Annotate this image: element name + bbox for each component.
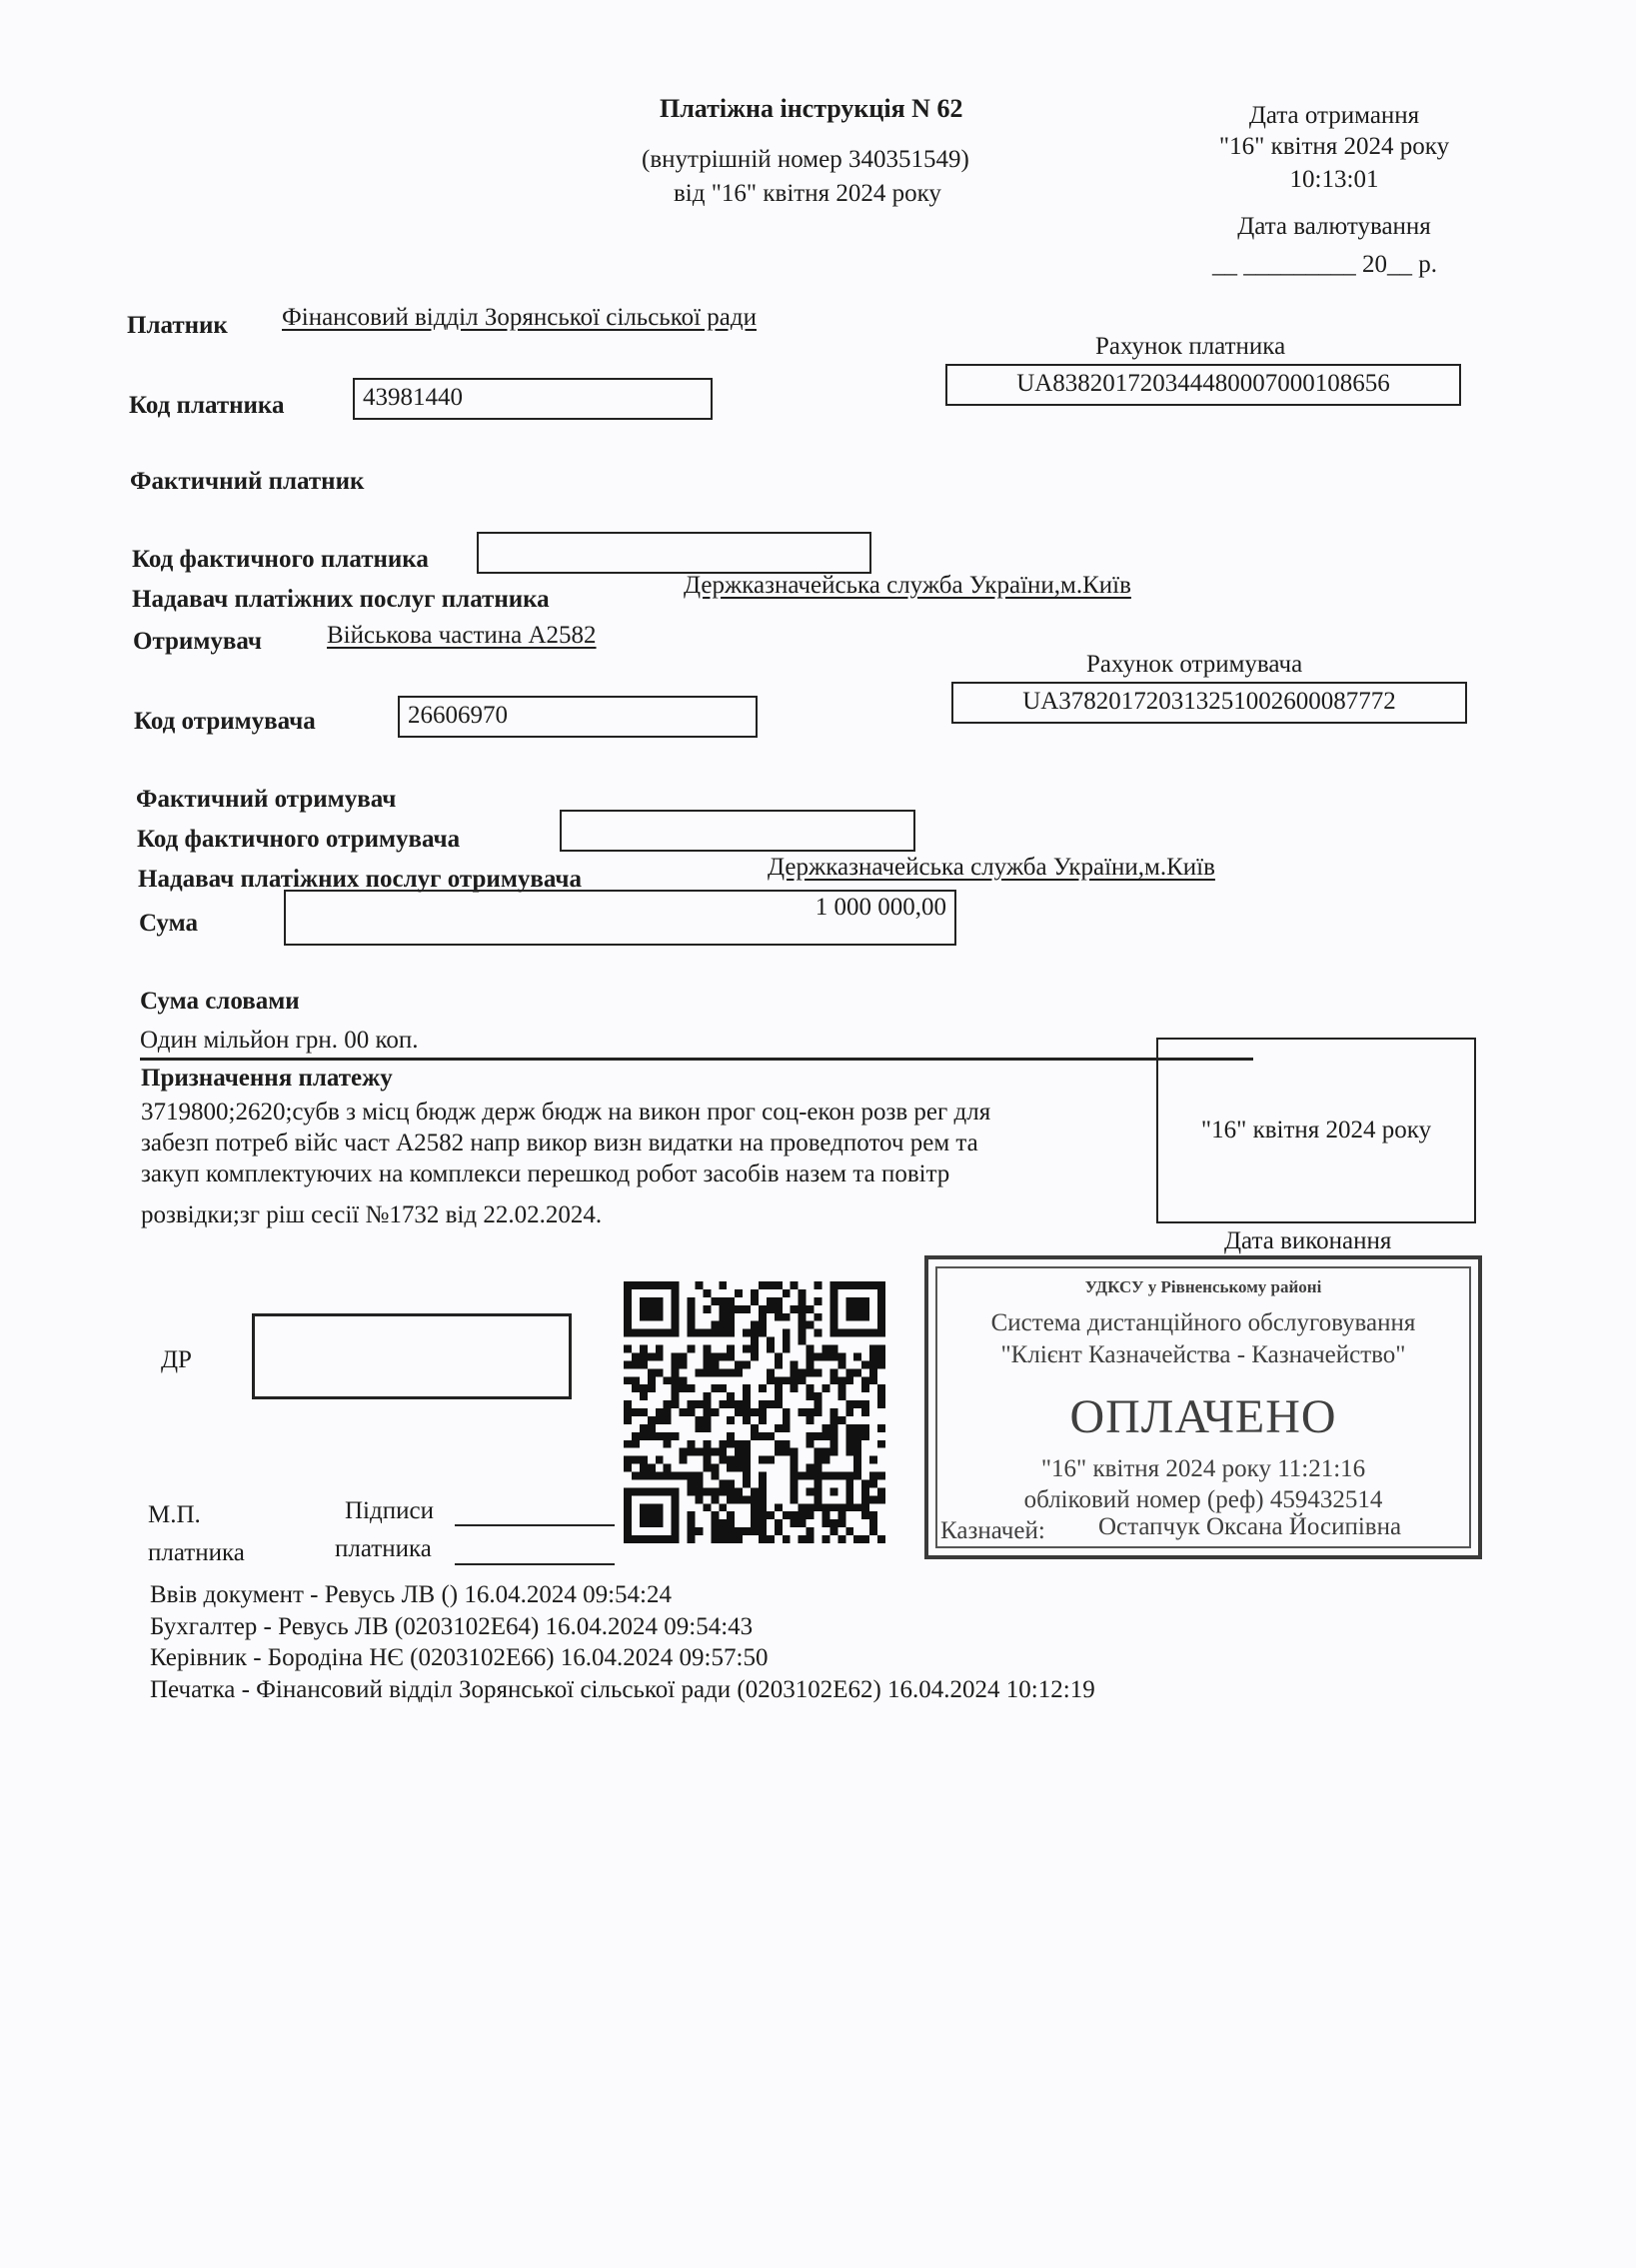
stamp-status: ОПЛАЧЕНО — [1069, 1390, 1337, 1443]
stamp-org: УДКСУ у Рівненському районі — [1084, 1277, 1322, 1296]
execution-date-box — [1156, 1038, 1476, 1223]
value-date-blank: __ _________ 20__ р. — [1212, 251, 1437, 278]
internal-number: (внутрішній номер 340351549) — [642, 146, 969, 173]
amount-field: 1 000 000,00 — [284, 890, 956, 946]
purpose-line-4: розвідки;зг ріш сесії №1732 від 22.02.2024. — [141, 1201, 603, 1228]
audit-line-3: Керівник - Бородіна НЄ (0203102Е66) 16.04.2024 09:57:50 — [150, 1644, 769, 1671]
document-date: від "16" квітня 2024 року — [674, 180, 941, 207]
recipient-account-field: UA378201720313251002600087772 — [951, 682, 1467, 724]
stamp-ref: обліковий номер (реф) 459432514 — [1023, 1486, 1383, 1513]
recipient-label: Отримувач — [133, 628, 262, 655]
signature-line-2 — [455, 1563, 615, 1565]
stamp-treasurer-name: Остапчук Оксана Йосипівна — [1098, 1513, 1402, 1540]
payer-provider-label: Надавач платіжних послуг платника — [132, 586, 550, 613]
recipient-account-label: Рахунок отримувача — [1086, 651, 1303, 678]
purpose-line-1: 3719800;2620;субв з місц бюдж держ бюдж на викон прог соц-екон розв рег для — [141, 1099, 991, 1126]
signature-line-1 — [455, 1524, 615, 1526]
amount-words: Один мільйон грн. 00 коп. — [140, 1027, 419, 1054]
received-label: Дата отримання — [1248, 102, 1420, 129]
dr-label: ДР — [161, 1346, 192, 1373]
stamp-treasurer-label: Казначей: — [940, 1517, 1045, 1544]
audit-line-4: Печатка - Фінансовий відділ Зорянської сільської ради (0203102Е62) 16.04.2024 10:12:19 — [150, 1676, 1095, 1703]
actual-payer-code-label: Код фактичного платника — [132, 546, 429, 573]
payer-name: Фінансовий відділ Зорянської сільської ради — [282, 304, 757, 331]
purpose-line-3: закуп комплектуючих на комплекси перешкод робот засобів назем та повітр — [141, 1160, 950, 1187]
stamp-system-line-1: Система дистанційного обслуговування — [990, 1309, 1416, 1336]
recipient-provider-label: Надавач платіжних послуг отримувача — [138, 866, 582, 893]
signatures-sub-label: платника — [335, 1535, 432, 1562]
actual-recipient-code-label: Код фактичного отримувача — [137, 826, 461, 853]
purpose-label: Призначення платежу — [141, 1065, 393, 1092]
recipient-provider: Держказначейська служба України,м.Київ — [768, 854, 1215, 881]
amount-divider — [140, 1058, 1253, 1061]
audit-line-2: Бухгалтер - Ревусь ЛВ (0203102Е64) 16.04.2024 09:54:43 — [150, 1613, 754, 1640]
purpose-line-2: забезп потреб війс част А2582 напр викор визн видатки на проведпоточ рем та — [141, 1130, 978, 1156]
recipient-code-label: Код отримувача — [134, 708, 316, 735]
dr-field — [252, 1313, 572, 1399]
payer-account-label: Рахунок платника — [1095, 333, 1286, 360]
actual-payer-label: Фактичний платник — [130, 468, 365, 495]
recipient-name: Військова частина А2582 — [327, 622, 597, 649]
payment-stamp — [924, 1255, 1482, 1559]
payer-label: Платник — [127, 312, 228, 339]
stamp-paid-datetime: "16" квітня 2024 року 11:21:16 — [1040, 1455, 1366, 1482]
value-date-label: Дата валютування — [1237, 213, 1431, 240]
actual-recipient-label: Фактичний отримувач — [136, 786, 397, 813]
received-date: "16" квітня 2024 року — [1218, 133, 1450, 160]
document-title: Платіжна інструкція N 62 — [660, 94, 963, 123]
amount-words-label: Сума словами — [140, 988, 300, 1015]
stamp-system-line-2: "Клієнт Казначейства - Казначейство" — [1000, 1341, 1406, 1368]
mp-label: М.П. — [148, 1501, 201, 1528]
payer-code-label: Код платника — [129, 392, 285, 419]
received-time: 10:13:01 — [1289, 166, 1379, 193]
execution-date: "16" квітня 2024 року — [1200, 1117, 1432, 1143]
recipient-code-field: 26606970 — [398, 696, 758, 738]
audit-line-1: Ввів документ - Ревусь ЛВ () 16.04.2024 09:54:24 — [150, 1581, 672, 1608]
mp-sub-label: платника — [148, 1539, 245, 1566]
actual-recipient-code-field — [560, 810, 915, 852]
payer-provider: Держказначейська служба України,м.Київ — [684, 572, 1131, 599]
signatures-label: Підписи — [345, 1497, 434, 1524]
amount-label: Сума — [139, 910, 198, 937]
execution-date-label: Дата виконання — [1224, 1227, 1392, 1254]
payer-code-field: 43981440 — [353, 378, 713, 420]
actual-payer-code-field — [477, 532, 871, 574]
payer-account-field: UA838201720344480007000108656 — [945, 364, 1461, 406]
qr-code — [624, 1281, 885, 1543]
